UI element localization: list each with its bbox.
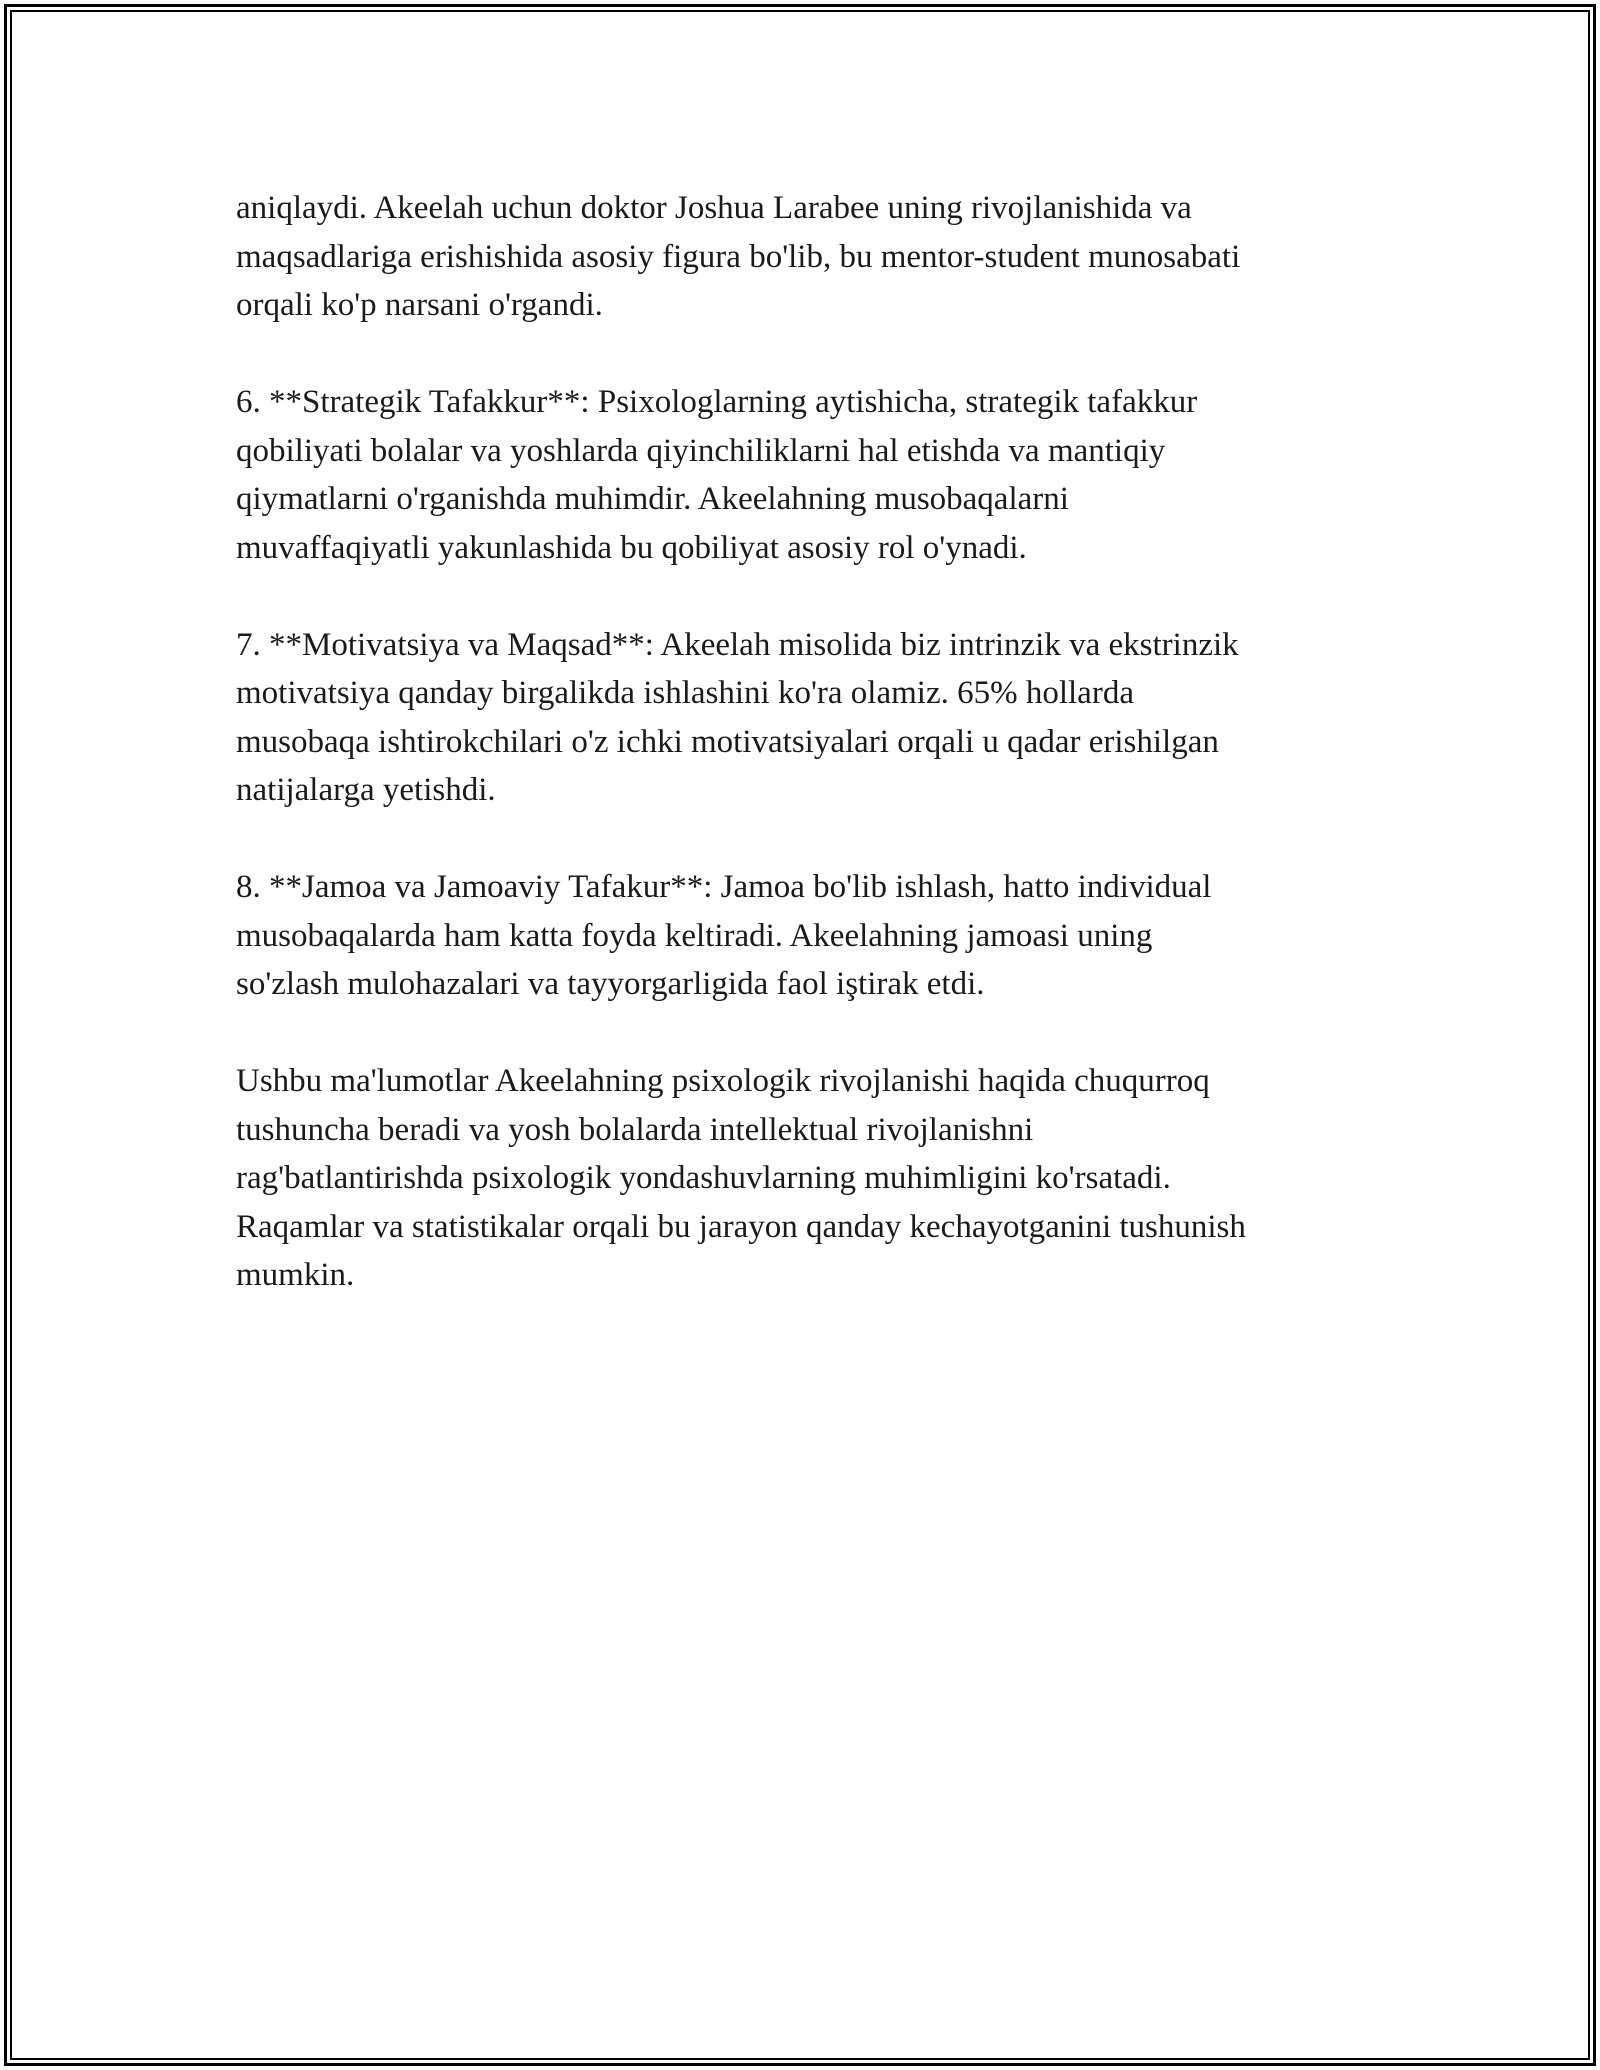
paragraph-strategic-thinking: 6. **Strategik Tafakkur**: Psixologlarning aytishicha, strategik tafakkur qobiliyati bolalar va yoshlarda qiyinchiliklarni hal etishda va mantiqiy qiymatlarni o'rganishda muhimdir. Akeelahning musobaqalarni muvaffaqiyatli yakunlashida bu qobiliyat asosiy rol o'ynadi. [236, 384, 1198, 566]
document-body [236, 184, 1366, 1300]
paragraph-conclusion: Ushbu ma'lumotlar Akeelahning psixologik rivojlanishi haqida chuqurroq tushuncha beradi va yosh bolalarda intellektual rivojlanishni rag'batlantirishda psixologik yondashuvlarning muhimligini ko'rsatadi. Raqamlar va statistikalar orqali bu jarayon qanday kechayotganini tushunish mumkin. [236, 1063, 1246, 1293]
paragraph-continuation: aniqlaydi. Akeelah uchun doktor Joshua Larabee uning rivojlanishida va maqsadlariga erishishida asosiy figura bo'lib, bu mentor-student munosabati orqali ko'p narsani o'rgandi. [236, 190, 1241, 323]
paragraph-team-thinking: 8. **Jamoa va Jamoaviy Tafakur**: Jamoa bo'lib ishlash, hatto individual musobaqalarda ham katta foyda keltiradi. Akeelahning jamoasi uning so'zlash mulohazalari va tayyorgarligida faol iştirak etdi. [236, 869, 1212, 1002]
paragraph-motivation-goal: 7. **Motivatsiya va Maqsad**: Akeelah misolida biz intrinzik va ekstrinzik motivatsiya qanday birgalikda ishlashini ko'ra olamiz. 65% hollarda musobaqa ishtirokchilari o'z ichki motivatsiyalari orqali u qadar erishilgan natijalarga yetishdi. [236, 626, 1239, 808]
